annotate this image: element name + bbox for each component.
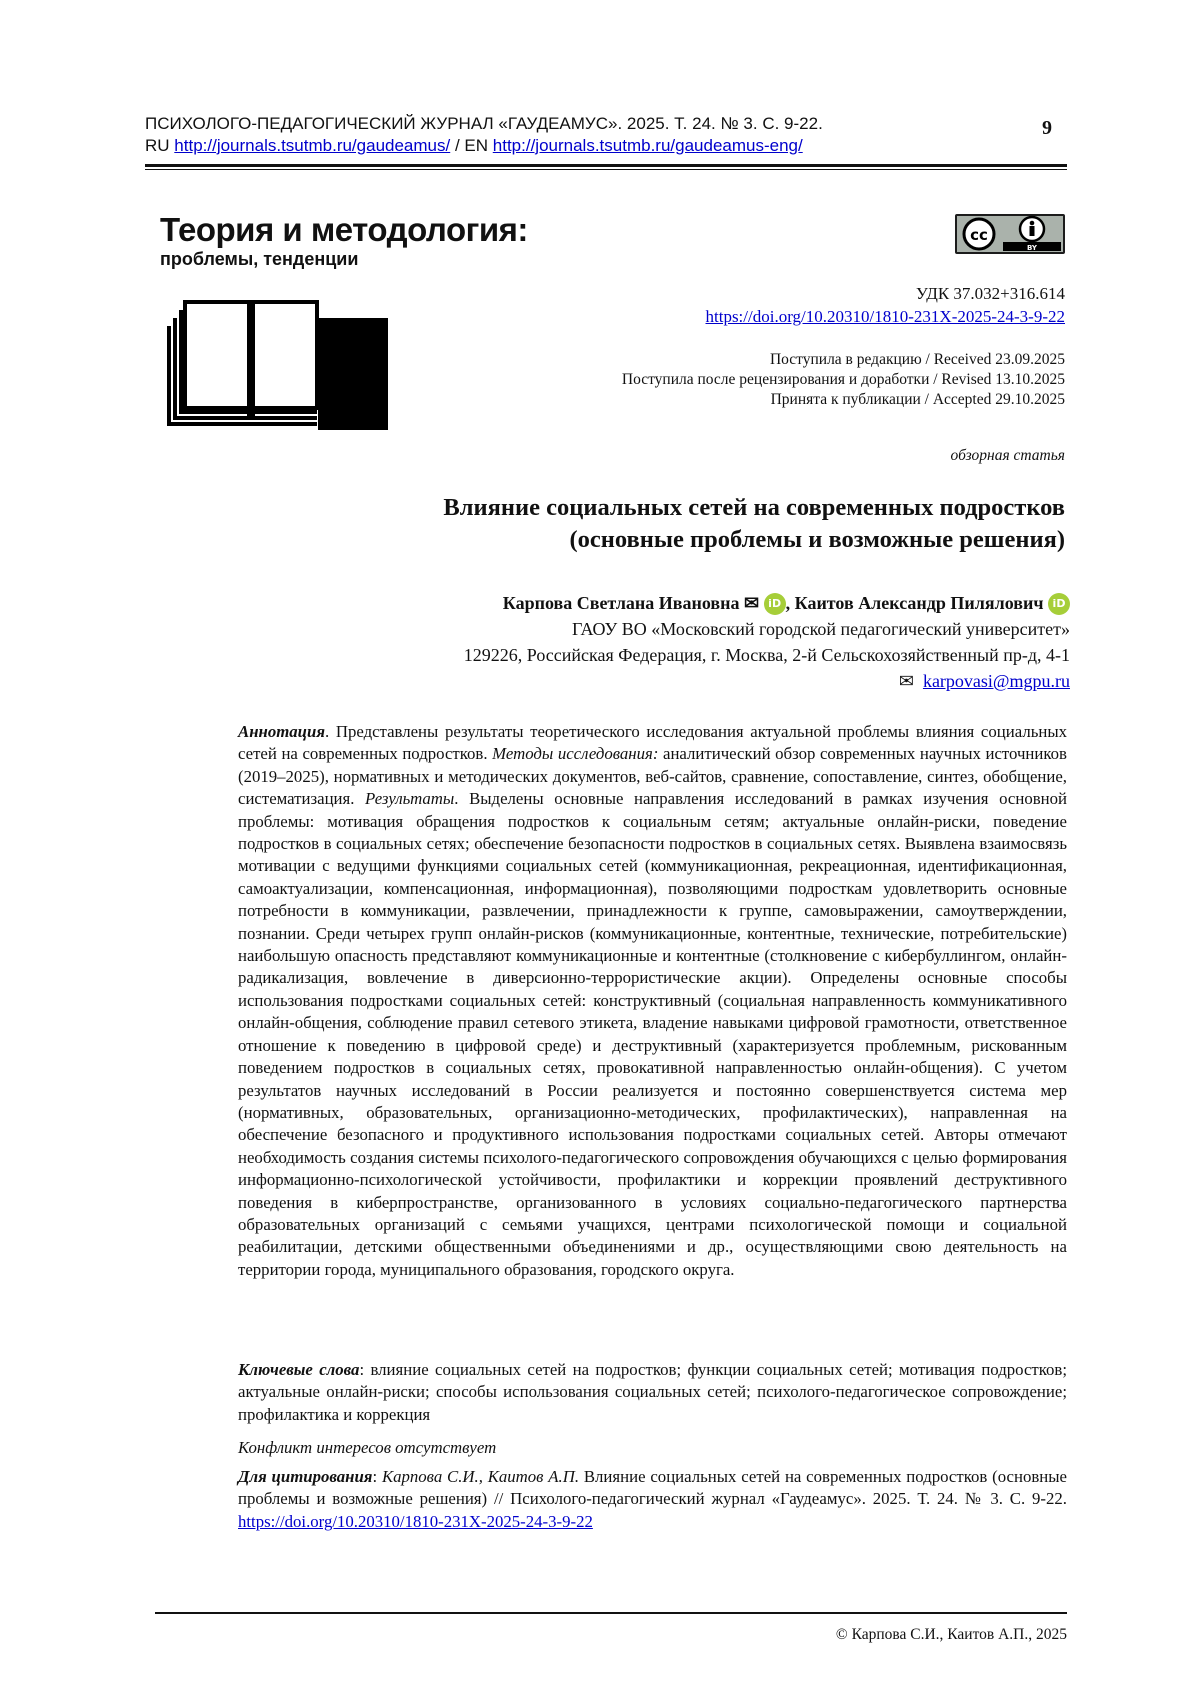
cc-label: cc: [970, 226, 988, 244]
conflict-of-interest: Конфликт интересов отсутствует: [238, 1438, 497, 1457]
doi-link[interactable]: https://doi.org/10.20310/1810-231X-2025-24-3-9-22: [705, 307, 1065, 326]
en-separator: / EN: [454, 136, 489, 155]
article-title: [265, 492, 1065, 556]
header-rule-thin: [145, 169, 1067, 170]
udk-code: УДК 37.032+316.614: [915, 284, 1065, 303]
results-label: Результаты: [365, 789, 455, 809]
citation: [238, 1466, 1067, 1533]
citation-text: Влияние социальных сетей на современных подростков (основные проблемы и возможные решения) // Психолого-педагогический журнал «Гаудеамус». 2025. Т. 24. № 3. С. 9-22.: [238, 1467, 1067, 1509]
address: 129226, Российская Федерация, г. Москва, 2-й Сельскохозяйственный пр-д, 4-1: [463, 645, 1070, 665]
citation-doi-link[interactable]: https://doi.org/10.20310/1810-231X-2025-24-3-9-22: [238, 1511, 593, 1531]
received-date: Поступила в редакцию / Received 23.09.2025: [769, 351, 1065, 368]
abstract-part-3: . Выделены основные направления исследований в рамках изучения основной проблемы: мотивация обращения подростков к социальным сетям; актуальные онлайн-риски, поведение подростков в социальных сетях; обеспечение безопасности подростков в социальных сетях. Выявлена взаимосвязь мотивации с ведущими функциями социальных сетей (коммуникационная, рекреационная, идентификационная, самоактуализации, компенсационная, информационная), позволяющими подросткам удовлетворить основные потребности в коммуникации, развлечении, принадлежности к группе, самовыражении, самоутверждении, познании. Среди четырех групп онлайн-рисков (коммуникационные, контентные, технические, потребительские) наибольшую опасность представляют коммуникационные и контентные (столкновение с кибербуллингом, онлайн-радикализация, вовлечение в диверсионно-террористические акции). Определены основные способы использования подростками социальных сетей: конструктивный (социальная направленность коммуникативного онлайн-общения, соблюдение правил сетевого этикета, владение навыками цифровой грамотности, ответственное отношение к поведению в цифровой среде) и деструктивный (характеризуется проблемным, рискованным поведением подростков в социальных сетях, провокативной направленностью онлайн-общения). С учетом результатов научных исследований в России реализуется и постоянно совершенствуется система мер (нормативных, образовательных, организационно-методических, профилактических), направленная на обеспечение безопасного и продуктивного использования подростками социальных сетей. Авторы отмечают необходимость создания системы психолого-педагогического сопровождения обучающихся с целью формирования информационно-психологической устойчивости, профилактики и коррекции проявлений деструктивного поведения в киберпространстве, организованного в условиях социально-педагогического партнерства образовательных организаций с семьями учащихся, центрами психологической помощи и социальной реабилитации, детскими общественными объединениями и др., осуществляющими свою деятельность на территории города, муниципального образования, городского округа.: [238, 789, 1067, 1279]
mail-icon: ✉: [744, 593, 760, 613]
page-number: 9: [1042, 117, 1052, 139]
section-heading: [160, 212, 528, 270]
author-1: Карпова Светлана Ивановна: [502, 593, 740, 613]
running-header: [145, 113, 995, 157]
mail-icon: ✉: [898, 671, 914, 691]
article-type: обзорная статья: [950, 447, 1065, 464]
ru-url-link[interactable]: http://journals.tsutmb.ru/gaudeamus/: [174, 136, 451, 155]
email-line: [464, 668, 1070, 694]
abstract-part-2: аналитический обзор современных научных источников (2019–2025), нормативных и методических документов, веб-сайтов, сравнение, сопоставление, синтез, обобщение, систематизация.: [238, 744, 1067, 809]
methods-label: Методы исследования:: [492, 744, 659, 764]
orcid-icon[interactable]: iD: [1048, 593, 1070, 615]
copyright: © Карпова С.И., Каитов А.П., 2025: [835, 1626, 1067, 1643]
authors-block: [464, 590, 1070, 694]
abstract-part-1: . Представлены результаты теоретического исследования актуальной проблемы влияния социальных сетей на современных подростков.: [238, 722, 1067, 764]
title-line-2: (основные проблемы и возможные решения): [569, 526, 1065, 553]
header-rule: [145, 164, 1067, 167]
by-label: BY: [1026, 244, 1038, 252]
revised-date: Поступила после рецензирования и доработки / Revised 13.10.2025: [621, 371, 1065, 388]
open-book-icon: [163, 290, 393, 430]
citation-authors: Карпова С.И., Каитов А.П.: [381, 1467, 580, 1486]
email-link[interactable]: karpovasi@mgpu.ru: [922, 671, 1070, 691]
keywords-label: Ключевые слова: [238, 1360, 360, 1379]
abstract-label: Аннотация: [238, 722, 325, 741]
section-title: Теория и методология:: [160, 211, 528, 248]
author-2: , Каитов Александр Пилялович: [785, 593, 1044, 613]
footer-rule: [155, 1612, 1067, 1614]
journal-urls: [145, 135, 995, 157]
citation-label: Для цитирования: [238, 1467, 373, 1486]
en-url-link[interactable]: http://journals.tsutmb.ru/gaudeamus-eng/: [492, 136, 803, 155]
udk-block: [706, 282, 1066, 328]
abstract: [238, 721, 1067, 1281]
section-subtitle: проблемы, тенденции: [160, 249, 359, 269]
publication-dates: [622, 350, 1065, 410]
keywords: [238, 1359, 1067, 1426]
author-names: [464, 590, 1070, 616]
cc-by-license-badge[interactable]: [955, 214, 1065, 254]
keywords-text: : влияние социальных сетей на подростков; функции социальных сетей; мотивация подростков; актуальные онлайн-риски; способы использования социальных сетей; психолого-педагогическое сопровождение; профилактика и коррекция: [238, 1360, 1067, 1424]
citation-colon: :: [372, 1467, 382, 1486]
journal-line: ПСИХОЛОГО-ПЕДАГОГИЧЕСКИЙ ЖУРНАЛ «ГАУДЕАМУС». 2025. Т. 24. № 3. С. 9-22.: [145, 114, 823, 133]
ru-label: RU: [145, 136, 170, 155]
orcid-icon[interactable]: iD: [764, 593, 786, 615]
affiliation: ГАОУ ВО «Московский городской педагогический университет»: [572, 619, 1070, 639]
accepted-date: Принята к публикации / Accepted 29.10.2025: [770, 391, 1065, 408]
title-line-1: Влияние социальных сетей на современных подростков: [443, 494, 1065, 521]
